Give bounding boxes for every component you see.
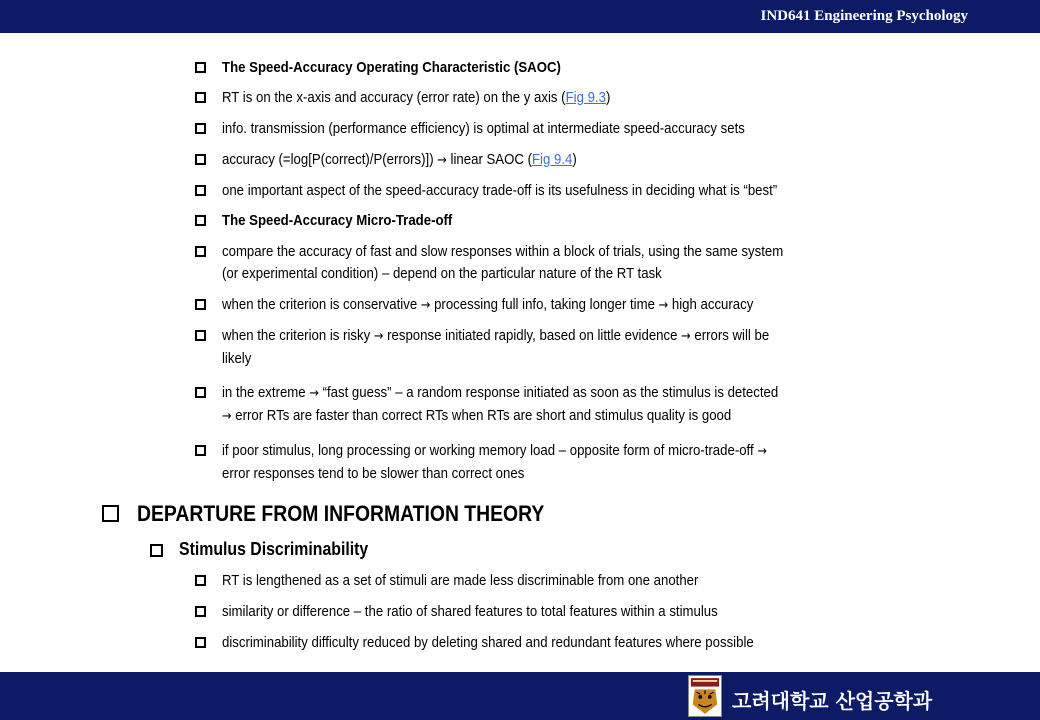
bullet-text-end: ) [572,151,577,168]
section-title: DEPARTURE FROM INFORMATION THEORY [137,501,545,526]
bullet-risky [195,325,1040,370]
bullet-text: one important aspect of the speed-accuracy trade-off is its usefulness in deciding what is “best” [222,182,778,199]
bullet-compare-accuracy [195,241,1040,285]
sub-bullet [195,570,1040,592]
bullet-text: discriminability difficulty reduced by deleting shared and redundant features where possible [222,634,754,651]
bullet-text: info. transmission (performance efficiency) is optimal at intermediate speed-accuracy sets [222,120,745,137]
bullet-text-mid: linear SAOC ( [446,151,532,168]
checkbox-bullet-icon [195,299,206,310]
checkbox-bullet-icon [195,606,206,617]
checkbox-bullet-icon [195,575,206,586]
bullet-poor-stimulus [195,440,1040,485]
arrow-right-icon: → [681,329,691,344]
arrow-right-icon: → [437,153,447,168]
bullet-text: The Speed-Accuracy Micro-Trade-off [222,212,453,229]
bullet-text: RT is on the x-axis and accuracy (error rate) on the y axis ( [222,89,566,106]
checkbox-bullet-icon [195,154,206,165]
arrow-right-icon: → [420,298,431,313]
arrow-right-icon: → [309,386,319,401]
bullet-extreme [195,382,1040,428]
bullet-rt-axis [195,87,1040,109]
checkbox-bullet-icon [195,330,206,341]
department-name: 고려대학교 산업공학과 [732,689,933,713]
bullet-text-line2: likely [222,350,252,367]
bullet-text-end: high accuracy [668,296,754,313]
bullet-accuracy-log [195,149,1040,172]
bullet-text: compare the accuracy of fast and slow responses within a block of trials, using the same system [222,243,784,260]
checkbox-bullet-icon [195,185,206,196]
bullet-text-line2: error responses tend to be slower than correct ones [222,465,525,482]
bullet-info-transmission [195,118,1040,140]
checkbox-bullet-icon [195,246,206,257]
arrow-right-icon: → [757,444,767,459]
bullet-text-line2: (or experimental condition) – depend on the particular nature of the RT task [222,265,662,282]
subsection-title: Stimulus Discriminability [179,539,369,559]
checkbox-bullet-icon [195,92,206,103]
checkbox-bullet-icon [195,215,206,226]
checkbox-bullet-icon [195,445,206,456]
arrow-right-icon: → [373,329,384,344]
fig-9-4-link[interactable]: Fig 9.4 [531,151,573,168]
bullet-conservative [195,294,1040,317]
arrow-right-icon: → [222,409,232,424]
checkbox-bullet-icon [195,387,206,398]
fig-9-3-link[interactable]: Fig 9.3 [565,89,606,106]
bullet-text: when the criterion is risky [222,327,374,344]
checkbox-bullet-icon [195,637,206,648]
bullet-text: similarity or difference – the ratio of shared features to total features within a stimulus [222,603,718,620]
checkbox-bullet-icon [195,62,206,73]
subsection-heading [150,538,394,560]
section-heading [102,500,600,528]
bullet-text: RT is lengthened as a set of stimuli are made less discriminable from one another [222,572,699,589]
checkbox-bullet-icon [150,544,163,557]
bullet-text-mid: processing full info, taking longer time [430,296,659,313]
bullet-text: The Speed-Accuracy Operating Characteristic (SAOC) [222,59,561,76]
bullet-text: when the criterion is conservative [222,296,421,313]
bullet-usefulness [195,180,1040,202]
checkbox-bullet-icon [102,505,119,522]
course-title: IND641 Engineering Psychology [760,8,968,24]
bullet-text: if poor stimulus, long processing or working memory load – opposite form of micro-trade-off [222,442,758,459]
arrow-right-icon: → [658,298,669,313]
sub-bullet [195,601,1040,623]
bullet-text-mid: response initiated rapidly, based on little evidence [383,327,682,344]
bullet-saoc-heading [195,57,1040,79]
sub-bullet [195,632,1040,654]
bullet-text: accuracy (=log[P(correct)/P(errors)]) [222,151,438,168]
bullet-text-mid: “fast guess” – a random response initiated as soon as the stimulus is detected [318,384,779,401]
korea-university-tiger-logo-icon [688,675,722,717]
checkbox-bullet-icon [195,123,206,134]
bullet-text-end: errors will be [690,327,770,344]
bullet-text-line2: error RTs are faster than correct RTs when RTs are short and stimulus quality is good [231,407,732,424]
bullet-text: in the extreme [222,384,310,401]
bullet-text-end: ) [605,89,611,106]
bullet-micro-tradeoff-heading [195,210,1040,232]
